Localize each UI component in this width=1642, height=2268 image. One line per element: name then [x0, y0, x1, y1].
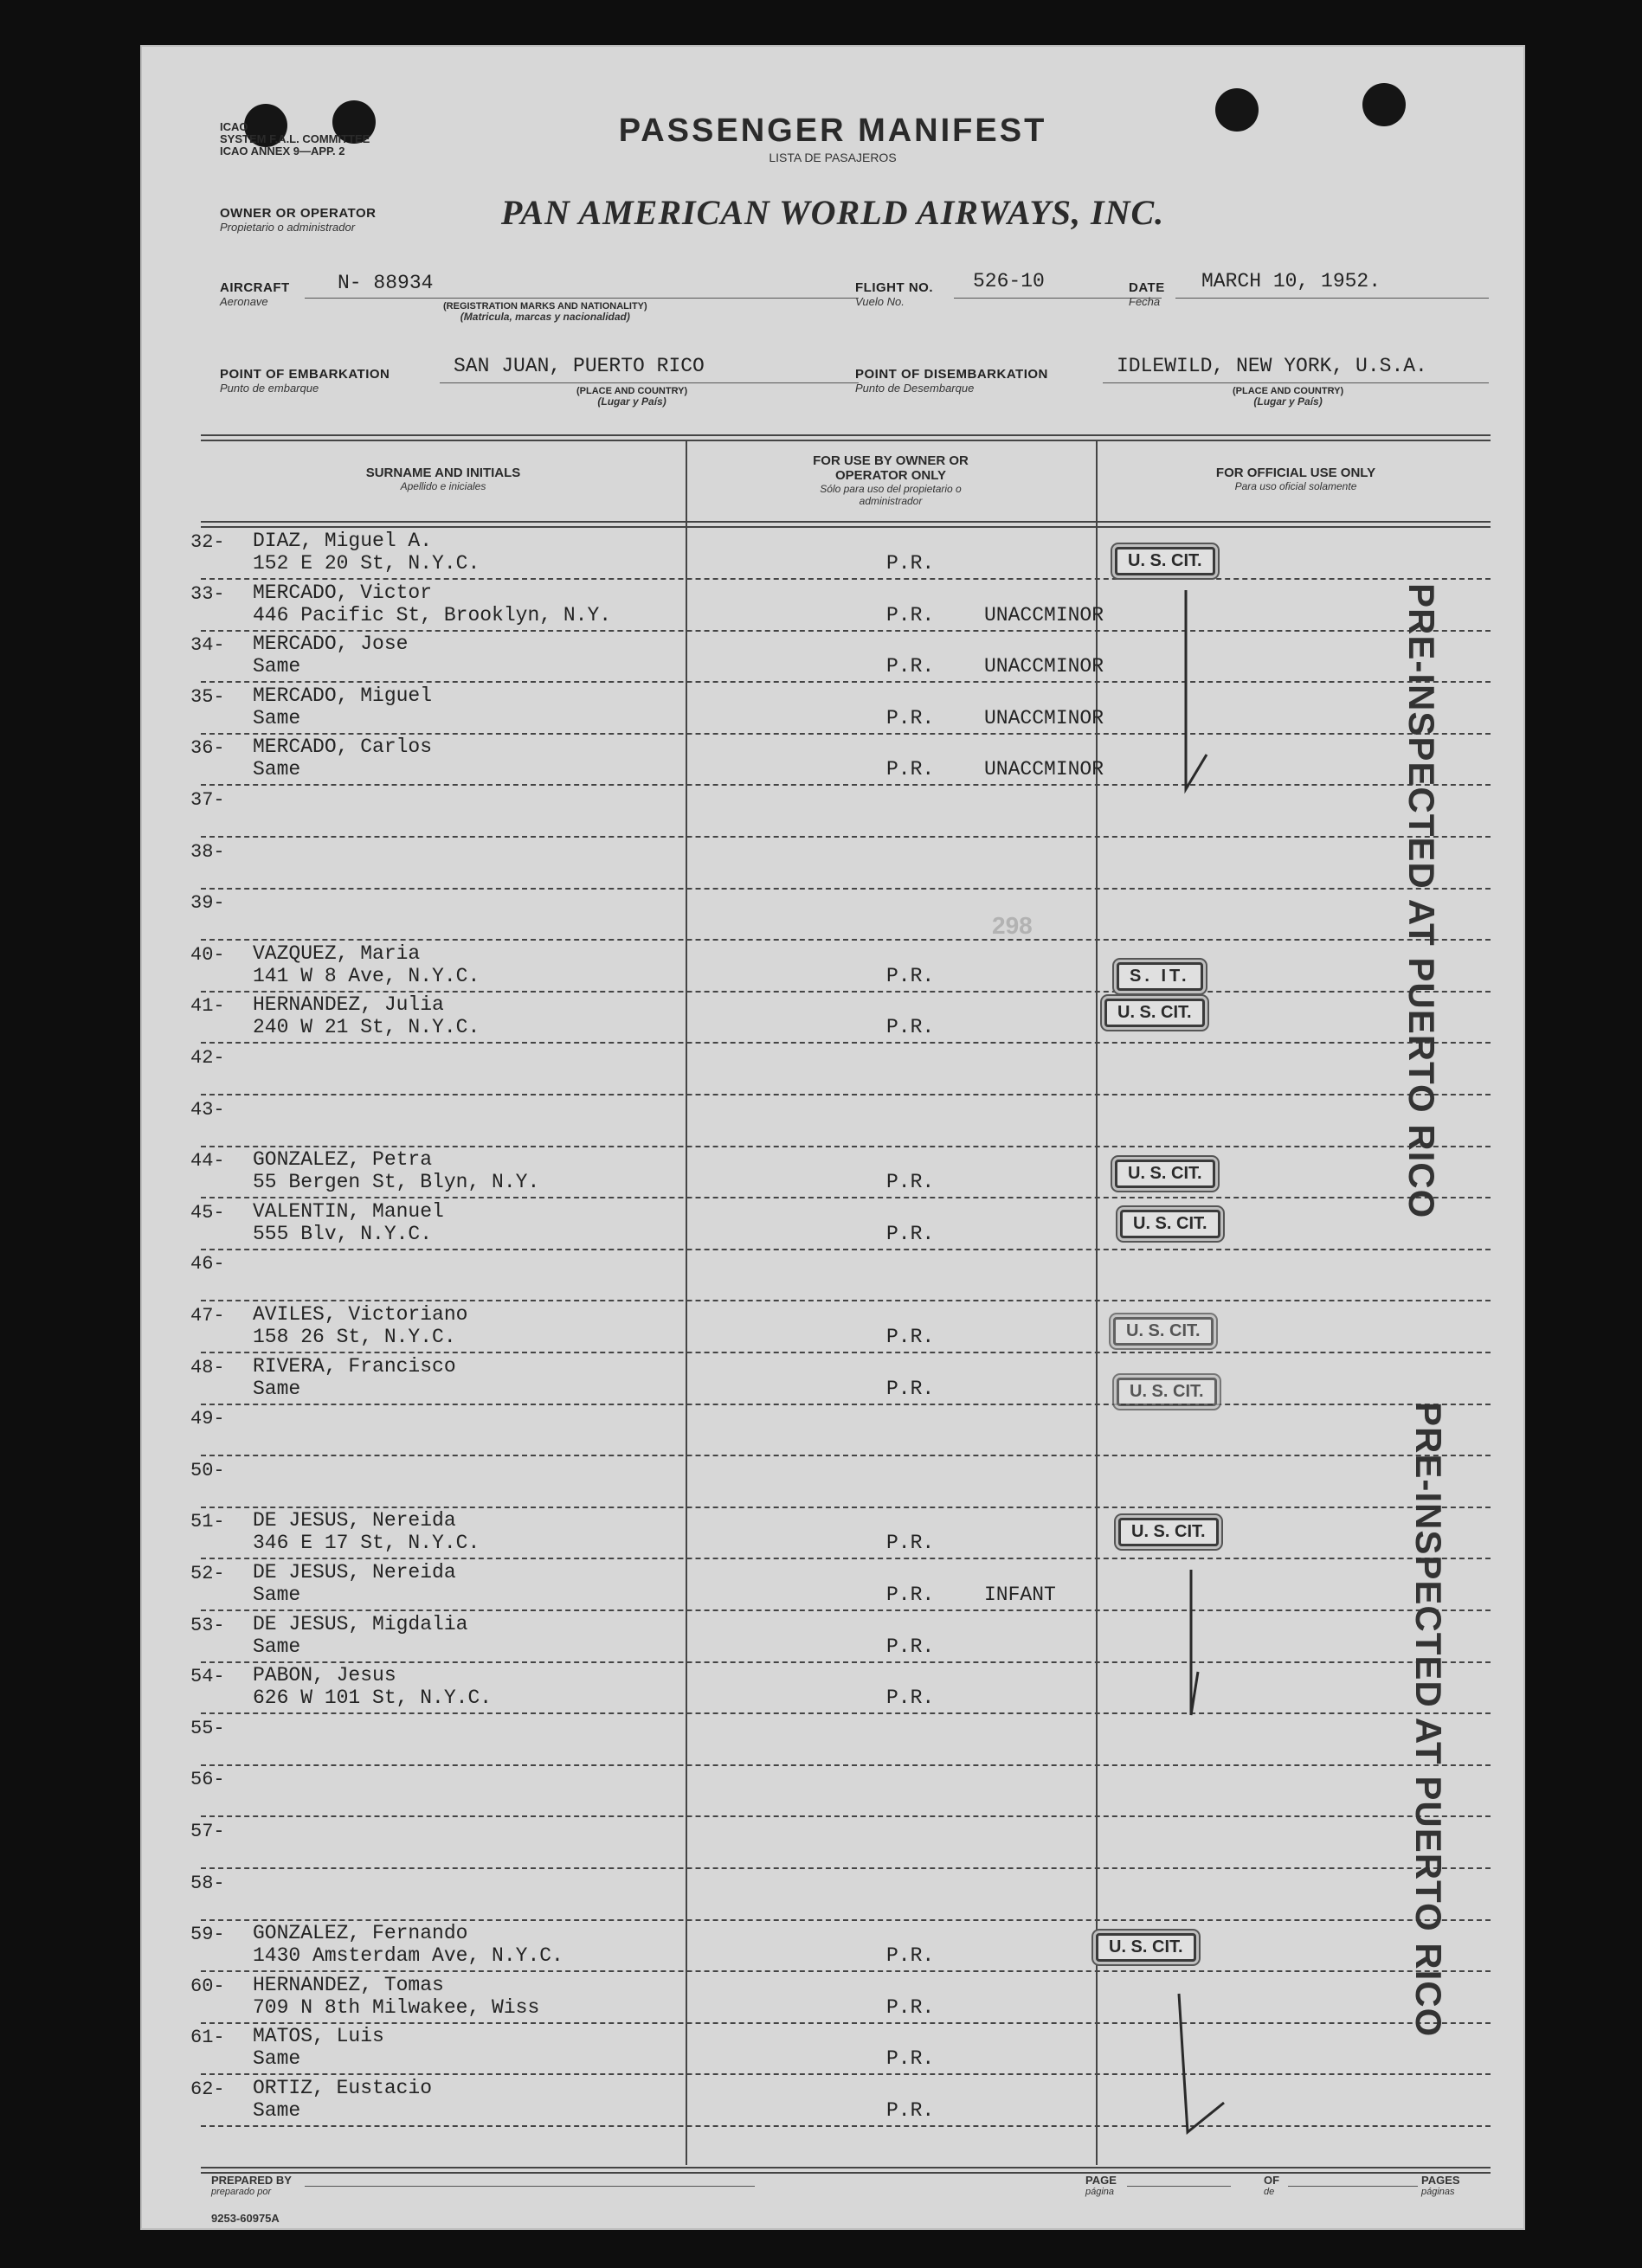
row-number: 56-: [190, 1769, 225, 1791]
passenger-name: MERCADO, Miguel: [253, 684, 433, 707]
flight-label-es: Vuelo No.: [855, 295, 905, 308]
row-number: 43-: [190, 1098, 225, 1121]
passenger-address: 446 Pacific St, Brooklyn, N.Y.: [253, 603, 612, 626]
operator-name: PAN AMERICAN WORLD AIRWAYS, INC.: [500, 193, 1165, 232]
owner-column-title-es: Sólo para uso del propietario o administrador: [820, 483, 962, 507]
flight-label-text: FLIGHT NO.: [855, 280, 933, 295]
of-line: [1288, 2186, 1418, 2187]
citizenship-code: P.R.: [886, 1377, 935, 1400]
owner-column-title: FOR USE BY OWNER OR OPERATOR ONLY: [813, 453, 969, 483]
passenger-name: MERCADO, Carlos: [253, 736, 433, 759]
row-number: 53-: [190, 1614, 225, 1636]
of-label-es: de: [1264, 2187, 1275, 2197]
citizenship-code: P.R.: [886, 1326, 935, 1348]
passenger-name: MATOS, Luis: [253, 2025, 384, 2048]
name-column-title-es: Apellido e iniciales: [400, 480, 486, 492]
passenger-name: RIVERA, Francisco: [253, 1354, 456, 1378]
check-mark: [1179, 1994, 1224, 2132]
row-number: 40-: [190, 943, 225, 966]
row-number: 42-: [190, 1047, 225, 1069]
citizenship-code: P.R.: [886, 552, 935, 575]
disembark-note-es: (Lugar y País): [1253, 395, 1323, 408]
passenger-note: UNACCMINOR: [984, 603, 1104, 626]
citizenship-code: P.R.: [886, 1016, 935, 1039]
date-label-es: Fecha: [1129, 295, 1161, 308]
citizenship-code: P.R.: [886, 1171, 935, 1194]
passenger-address: 626 W 101 St, N.Y.C.: [253, 1687, 493, 1710]
passenger-address: Same: [253, 1377, 301, 1400]
passenger-address: 1430 Amsterdam Ave, N.Y.C.: [253, 1944, 563, 1968]
page-subtitle: LISTA DE PASAJEROS: [769, 151, 897, 164]
passenger-address: Same: [253, 655, 301, 678]
passenger-name: VALENTIN, Manuel: [253, 1199, 444, 1223]
citizenship-code: P.R.: [886, 1995, 935, 2019]
disembark-note-text: (PLACE AND COUNTRY): [1233, 386, 1344, 396]
passenger-name: DE JESUS, Nereida: [253, 1561, 456, 1584]
form-ref-line: ICAO ANNEX 9—APP. 2: [220, 145, 345, 157]
citizenship-code: P.R.: [886, 2099, 935, 2122]
citizenship-code: P.R.: [886, 655, 935, 678]
name-column-title: SURNAME AND INITIALS: [365, 466, 521, 480]
passenger-address: Same: [253, 1584, 301, 1606]
embark-note-es: (Lugar y País): [597, 395, 666, 408]
flight-value: 526-10: [973, 270, 1045, 292]
page-number-mark: 298: [992, 912, 1033, 939]
row-number: 58-: [190, 1872, 225, 1894]
disembark-value: IDLEWILD, NEW YORK, U.S.A.: [1117, 355, 1427, 377]
passenger-name: DIAZ, Miguel A.: [253, 530, 433, 552]
row-number: 48-: [190, 1356, 225, 1378]
passenger-address: 346 E 17 St, N.Y.C.: [253, 1532, 480, 1555]
passenger-address: 141 W 8 Ave, N.Y.C.: [253, 964, 480, 987]
row-number: 55-: [190, 1717, 225, 1739]
registration-note-es: (Matricula, marcas y nacionalidad): [460, 311, 630, 323]
page-title: PASSENGER MANIFEST: [618, 112, 1047, 149]
aircraft-value: N- 88934: [338, 272, 434, 294]
citizenship-code: P.R.: [886, 1532, 935, 1555]
passenger-address: 709 N 8th Milwakee, Wiss: [253, 1995, 540, 2019]
passenger-name: DE JESUS, Migdalia: [253, 1612, 468, 1635]
table-bottom-rule: [201, 2167, 1491, 2168]
row-number: 37-: [190, 789, 225, 811]
passenger-name: MERCADO, Jose: [253, 633, 409, 656]
passenger-address: Same: [253, 2047, 301, 2071]
prepared-by-line: [305, 2186, 755, 2187]
date-label-text: DATE: [1129, 280, 1165, 295]
date-value: MARCH 10, 1952.: [1201, 270, 1381, 292]
passenger-name: MERCADO, Victor: [253, 581, 433, 604]
of-label: [1264, 2174, 1279, 2197]
row-number: 62-: [190, 2078, 225, 2100]
pages-label: [1421, 2174, 1460, 2197]
passenger-address: Same: [253, 1635, 301, 1658]
row-number: 54-: [190, 1666, 225, 1688]
row-number: 33-: [190, 582, 225, 605]
handwritten-checkmarks: [140, 45, 1525, 2230]
form-ref-line: ICAO: [220, 120, 248, 133]
citizenship-code: P.R.: [886, 758, 935, 781]
manifest-sheet: [140, 45, 1525, 2230]
row-number: 59-: [190, 1924, 225, 1946]
row-number: 60-: [190, 1975, 225, 1997]
preinspected-stamp: PRE-INSPECTED AT PUERTO RICO: [1408, 1402, 1449, 2038]
passenger-address: 152 E 20 St, N.Y.C.: [253, 552, 480, 575]
pages-label-es: páginas: [1421, 2187, 1455, 2197]
row-number: 51-: [190, 1511, 225, 1533]
row-number: 39-: [190, 892, 225, 915]
us-cit-stamp: U. S. CIT.: [1118, 1518, 1219, 1546]
pages-label-text: PAGES: [1421, 2174, 1460, 2187]
preinspected-stamp: PRE-INSPECTED AT PUERTO RICO: [1401, 583, 1442, 1219]
row-number: 57-: [190, 1821, 225, 1842]
row-number: 38-: [190, 840, 225, 863]
row-number: 46-: [190, 1253, 225, 1275]
form-number: 9253-60975A: [211, 2212, 280, 2225]
citizenship-code: P.R.: [886, 2047, 935, 2071]
page-label: [1085, 2174, 1117, 2197]
row-number: 50-: [190, 1459, 225, 1481]
passenger-address: Same: [253, 706, 301, 729]
passenger-name: VAZQUEZ, Maria: [253, 941, 421, 965]
page-label-es: página: [1085, 2187, 1115, 2197]
passenger-name: GONZALEZ, Fernando: [253, 1922, 468, 1945]
prepared-by-text-es: preparado por: [211, 2187, 272, 2197]
us-cit-stamp: U. S. CIT.: [1117, 1378, 1217, 1406]
row-number: 45-: [190, 1201, 225, 1224]
row-number: 32-: [190, 531, 225, 553]
page-line: [1127, 2186, 1231, 2187]
disembark-label-text: POINT OF DISEMBARKATION: [855, 367, 1048, 382]
embark-value: SAN JUAN, PUERTO RICO: [454, 355, 705, 377]
owner-label-es: Propietario o administrador: [220, 221, 356, 234]
us-cit-stamp-partial: S. IT.: [1117, 962, 1203, 991]
passenger-address: Same: [253, 2099, 301, 2122]
owner-label-text: OWNER OR OPERATOR: [220, 206, 377, 221]
row-number: 61-: [190, 2027, 225, 2049]
row-number: 52-: [190, 1563, 225, 1584]
row-number: 36-: [190, 737, 225, 760]
passenger-note: UNACCMINOR: [984, 706, 1104, 729]
row-number: 47-: [190, 1305, 225, 1327]
citizenship-code: P.R.: [886, 1584, 935, 1606]
row-number: 44-: [190, 1150, 225, 1173]
embark-label-text: POINT OF EMBARKATION: [220, 367, 390, 382]
of-label-text: OF: [1264, 2174, 1280, 2187]
row-number: 34-: [190, 634, 225, 657]
official-column-title: FOR OFFICIAL USE ONLY: [1215, 466, 1376, 480]
passenger-name: AVILES, Victoriano: [253, 1303, 468, 1326]
passenger-note: INFANT: [984, 1584, 1056, 1606]
row-number: 49-: [190, 1408, 225, 1430]
passenger-address: 240 W 21 St, N.Y.C.: [253, 1016, 480, 1039]
us-cit-stamp: U. S. CIT.: [1115, 1160, 1215, 1188]
us-cit-stamp: U. S. CIT.: [1113, 1317, 1214, 1346]
citizenship-code: P.R.: [886, 964, 935, 987]
citizenship-code: P.R.: [886, 1635, 935, 1658]
us-cit-stamp: U. S. CIT.: [1104, 999, 1205, 1027]
official-column-title-es: Para uso oficial solamente: [1234, 480, 1357, 492]
passenger-name: GONZALEZ, Petra: [253, 1148, 433, 1172]
form-ref-line: SYSTEM F.A.L. COMMITTEE: [220, 132, 370, 145]
us-cit-stamp: U. S. CIT.: [1096, 1933, 1196, 1962]
disembark-label-es: Punto de Desembarque: [855, 382, 975, 395]
passenger-name: PABON, Jesus: [253, 1664, 396, 1687]
passenger-address: 555 Blv, N.Y.C.: [253, 1222, 433, 1245]
check-mark: [1191, 1570, 1198, 1715]
passenger-note: UNACCMINOR: [984, 655, 1104, 678]
citizenship-code: P.R.: [886, 603, 935, 626]
us-cit-stamp: U. S. CIT.: [1120, 1210, 1220, 1238]
citizenship-code: P.R.: [886, 1222, 935, 1245]
check-mark: [1186, 590, 1207, 789]
prepared-by-label: [211, 2174, 292, 2197]
aircraft-label-text: AIRCRAFT: [220, 280, 290, 295]
passenger-address: Same: [253, 758, 301, 781]
passenger-name: ORTIZ, Eustacio: [253, 2077, 433, 2099]
table-bottom-rule-2: [201, 2172, 1491, 2174]
row-number: 35-: [190, 685, 225, 708]
us-cit-stamp: U. S. CIT.: [1115, 547, 1215, 575]
passenger-name: DE JESUS, Nereida: [253, 1509, 456, 1532]
page-label-text: PAGE: [1085, 2174, 1117, 2187]
passenger-name: HERNANDEZ, Julia: [253, 993, 444, 1017]
embark-note-text: (PLACE AND COUNTRY): [576, 386, 688, 396]
passenger-name: HERNANDEZ, Tomas: [253, 1973, 444, 1996]
aircraft-label-es: Aeronave: [220, 295, 268, 308]
registration-note-text: (REGISTRATION MARKS AND NATIONALITY): [443, 301, 647, 312]
citizenship-code: P.R.: [886, 706, 935, 729]
passenger-address: 55 Bergen St, Blyn, N.Y.: [253, 1171, 540, 1194]
citizenship-code: P.R.: [886, 1687, 935, 1710]
prepared-by-text: PREPARED BY: [211, 2174, 292, 2187]
row-number: 41-: [190, 995, 225, 1018]
passenger-address: 158 26 St, N.Y.C.: [253, 1326, 456, 1348]
passenger-note: UNACCMINOR: [984, 758, 1104, 781]
embark-label-es: Punto de embarque: [220, 382, 319, 395]
citizenship-code: P.R.: [886, 1944, 935, 1968]
